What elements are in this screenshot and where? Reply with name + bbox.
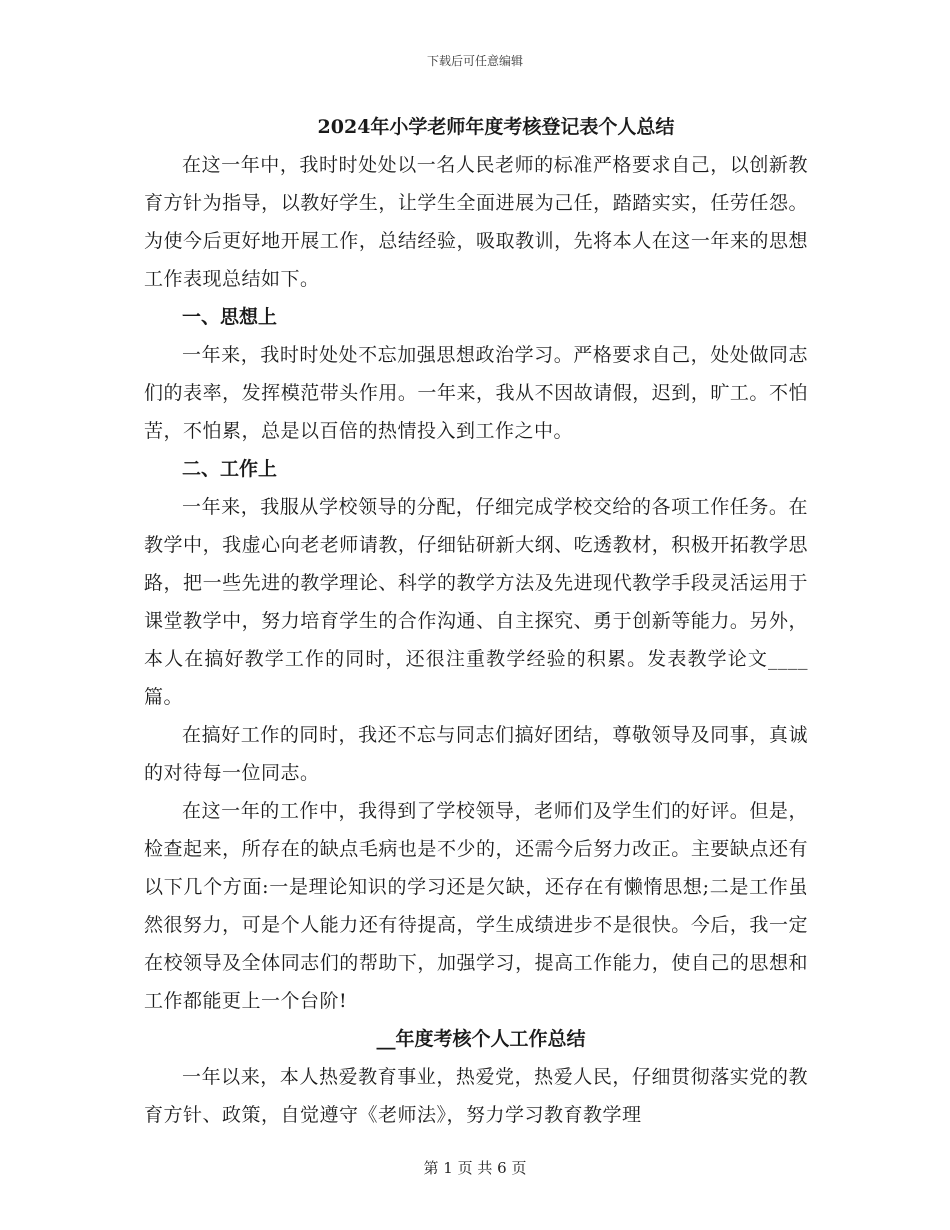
header-note: 下载后可任意编辑 — [426, 54, 523, 68]
section-heading-thought: 一、思想上 — [182, 306, 278, 328]
paragraph-shortcomings: 在这一年的工作中，我得到了学校领导，老师们及学生们的好评。但是，检查起来，所存在的缺点毛病也是不少的，还需今后努力改正。主要缺点还有以下几个方面:一是理论知识的学习还是欠缺，还存在有懒惰思想;二是工作虽然很努力，可是个人能力还有待提高，学生成绩进步不是很快。今后，我一定在校领导及全体同志们的帮助下，加强学习，提高工作能力，使自己的思想和工作都能更上一个台阶! — [144, 800, 808, 1012]
paragraph-annual-summary: 一年以来，本人热爱教育事业，热爱党，热爱人民，仔细贯彻落实党的教育方针、政策，自觉遵守《老师法》，努力学习教育教学理 — [144, 1066, 808, 1126]
paragraph-unity: 在搞好工作的同时，我还不忘与同志们搞好团结，尊敬领导及同事，真诚的对待每一位同志。 — [144, 724, 808, 784]
paragraph-thought: 一年来，我时时处处不忘加强思想政治学习。严格要求自己，处处做同志们的表率，发挥模范带头作用。一年来，我从不因故请假，迟到，旷工。不怕苦，不怕累，总是以百倍的热情投入到工作之中。 — [144, 344, 808, 442]
document-body — [144, 108, 808, 1134]
section-heading-work: 二、工作上 — [182, 458, 278, 480]
page-number: 第 1 页 共 6 页 — [423, 1159, 527, 1177]
intro-paragraph: 在这一年中，我时时处处以一名人民老师的标准严格要求自己，以创新教育方针为指导，以教好学生，让学生全面进展为己任，踏踏实实，任劳任怨。为使今后更好地开展工作，总结经验，吸取教训，先将本人在这一年来的思想工作表现总结如下。 — [144, 154, 808, 290]
section-subtitle: __年度考核个人工作总结 — [376, 1028, 586, 1050]
paragraph-work: 一年来，我服从学校领导的分配，仔细完成学校交给的各项工作任务。在教学中，我虚心向老老师请教，仔细钻研新大纲、吃透教材，积极开拓教学思路，把一些先进的教学理论、科学的教学方法及先进现代教学手段灵活运用于课堂教学中，努力培育学生的合作沟通、自主探究、勇于创新等能力。另外，本人在搞好教学工作的同时，还很注重教学经验的积累。发表教学论文____篇。 — [144, 496, 808, 708]
document-title: 2024年小学老师年度考核登记表个人总结 — [317, 116, 675, 138]
